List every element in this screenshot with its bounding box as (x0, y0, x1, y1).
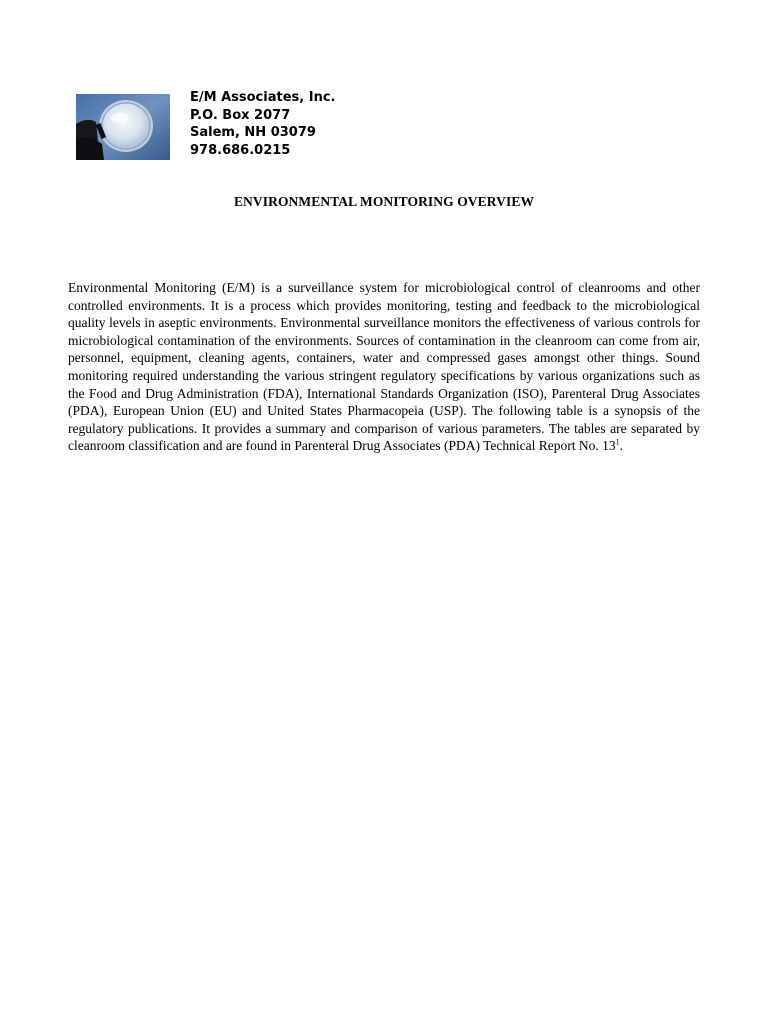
paragraph-text: Environmental Monitoring (E/M) is a surveillance system for microbiological control of cleanrooms and other controlled environments. It is a process which provides monitoring, testing and feedback to the microbiological quality levels in aseptic environments. Environmental surveillance monitors the effectiveness of various controls for microbiological contamination of the environments. Sources of contamination in the cleanroom can come from air, personnel, equipment, cleaning agents, containers, water and compressed gases amongst other things. Sound monitoring required understanding the various stringent regulatory specifications by various organizations such as the Food and Drug Administration (FDA), International Standards Organization (ISO), Parenteral Drug Associates (PDA), European Union (EU) and United States Pharmacopeia (USP). The following table is a synopsis of the regulatory publications. It provides a summary and comparison of various parameters. The tables are separated by cleanroom classification and are found in Parenteral Drug Associates (PDA) Technical Report No. 13 (68, 280, 700, 454)
body-paragraph (68, 279, 700, 455)
petri-dish-photo-icon (76, 94, 170, 160)
paragraph-end: . (619, 438, 624, 454)
company-name: E/M Associates, Inc. (190, 90, 336, 105)
city-state-zip: Salem, NH 03079 (190, 125, 316, 140)
footnote-reference: 1 (615, 437, 620, 447)
document-title: ENVIRONMENTAL MONITORING OVERVIEW (233, 194, 535, 209)
company-address-block (190, 89, 335, 159)
po-box: P.O. Box 2077 (190, 107, 291, 123)
phone-number: 978.686.0215 (190, 142, 291, 158)
